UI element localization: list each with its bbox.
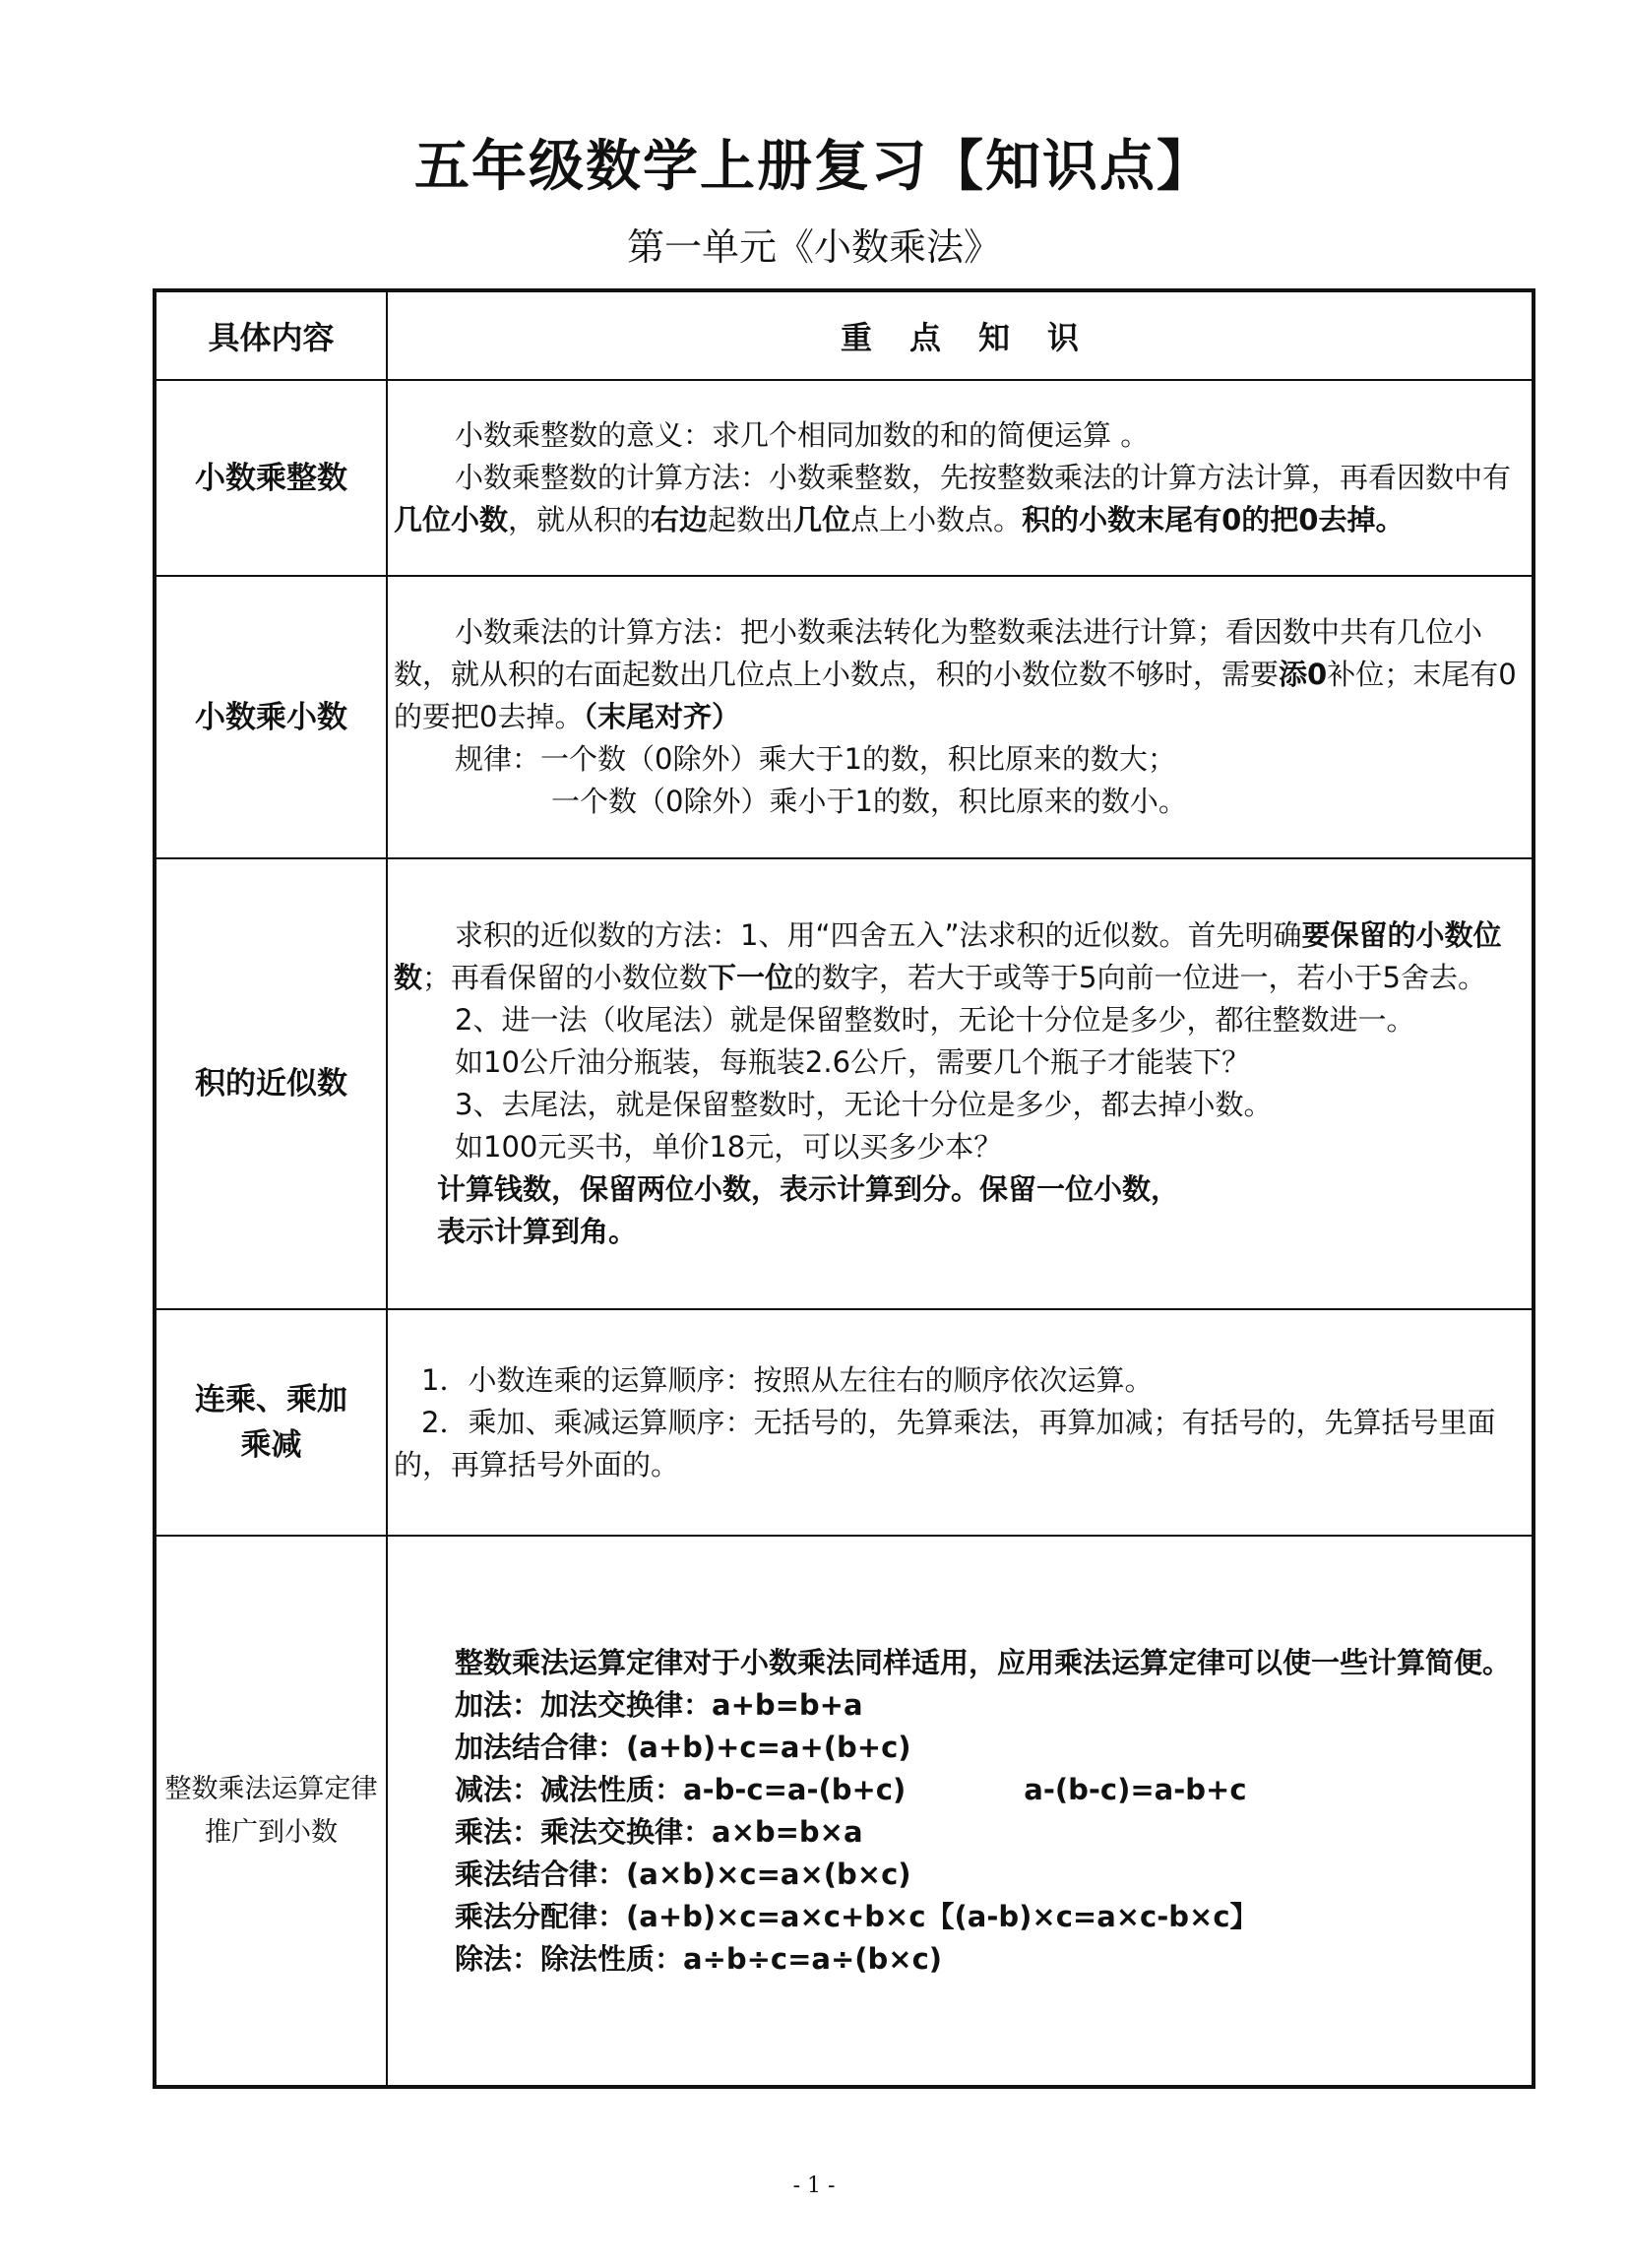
- table-row: [155, 1536, 1534, 2087]
- table-row: [155, 858, 1534, 1309]
- text-line: 小数乘整数的意义：求几个相同加数的和的简便运算 。: [455, 418, 1150, 452]
- row-content: [387, 576, 1534, 858]
- text-line: 求积的近似数的方法：1、用“四舍五入”法求积的近似数。首先明确要保留的小数位数；再看保留的小数位数下一位的数字，若大于或等于5向前一位进一，若小于5舍去。: [394, 918, 1502, 994]
- text-line: 计算钱数，保留两位小数，表示计算到分。保留一位小数，: [437, 1172, 1180, 1206]
- text-line: 除法：除法性质：a÷b÷c=a÷(b×c): [455, 1941, 943, 1976]
- text-line: 如100元买书，单价18元，可以买多少本？: [455, 1130, 1003, 1164]
- text-line: 小数乘整数的计算方法：小数乘整数，先按整数乘法的计算方法计算，再看因数中有几位小数，就从积的右边起数出几位点上小数点。积的小数末尾有0的把0去掉。: [394, 461, 1512, 536]
- row-topic-line: 整数乘法运算定律: [164, 1773, 378, 1804]
- text-line: 如10公斤油分瓶装，每瓶装2.6公斤，需要几个瓶子才能装下？: [455, 1045, 1251, 1079]
- text-line: 1．小数连乘的运算顺序：按照从左往右的顺序依次运算。: [421, 1362, 1154, 1397]
- row-topic: [155, 1309, 387, 1536]
- text-line: 规律：一个数（0除外）乘大于1的数，积比原来的数大；: [455, 742, 1176, 776]
- row-topic-line: 乘减: [240, 1427, 302, 1463]
- page-title: 五年级数学上册复习【知识点】: [414, 134, 1214, 199]
- row-topic-line: 推广到小数: [205, 1816, 338, 1848]
- table-row: [155, 576, 1534, 858]
- text-line: 整数乘法运算定律对于小数乘法同样适用，应用乘法运算定律可以使一些计算简便。: [455, 1645, 1512, 1679]
- text-line: 2、进一法（收尾法）就是保留整数时，无论十分位是多少，都往整数进一。: [455, 1003, 1415, 1037]
- knowledge-table: [153, 288, 1535, 2089]
- text-line: 乘法：乘法交换律：a×b=b×a: [455, 1814, 863, 1849]
- row-topic: 小数乘整数: [155, 380, 387, 576]
- row-content: [387, 380, 1534, 576]
- row-content: [387, 1309, 1534, 1536]
- row-topic: 小数乘小数: [155, 576, 387, 858]
- text-line: 3、去尾法，就是保留整数时，无论十分位是多少，都去掉小数。: [455, 1088, 1273, 1121]
- header-topic: 具体内容: [155, 290, 387, 380]
- text-line: 表示计算到角。: [437, 1215, 638, 1248]
- text-line: 减法：减法性质：a-b-c=a-(b+c) a-(b-c)=a-b+c: [455, 1772, 1247, 1806]
- table-row: [155, 1309, 1534, 1536]
- row-content: [387, 858, 1534, 1309]
- row-topic-line: 连乘、乘加: [195, 1382, 347, 1418]
- text-line: 加法结合律：(a+b)+c=a+(b+c): [455, 1730, 911, 1764]
- unit-title: 第一单元《小数乘法》: [626, 225, 1001, 269]
- text-line: 乘法结合律：(a×b)×c=a×(b×c): [455, 1857, 911, 1891]
- text-line: 小数乘法的计算方法：把小数乘法转化为整数乘法进行计算；看因数中共有几位小数，就从积的右面起数出几位点上小数点，积的小数位数不够时，需要添0补位；末尾有0的要把0去掉。（末尾对齐）: [394, 615, 1517, 733]
- text-line: 一个数（0除外）乘小于1的数，积比原来的数小。: [551, 785, 1187, 818]
- page-number: - 1 -: [792, 2174, 836, 2198]
- text-line: 乘法分配律：(a+b)×c=a×c+b×c【(a-b)×c=a×c-b×c】: [455, 1899, 1259, 1933]
- table-row: [155, 380, 1534, 576]
- row-content: [387, 1536, 1534, 2087]
- text-line: 2．乘加、乘减运算顺序：无括号的，先算乘法，再算加减；有括号的，先算括号里面的，再算括号外面的。: [394, 1405, 1496, 1481]
- table-header-row: [155, 290, 1534, 380]
- row-topic: [155, 1536, 387, 2087]
- text-line: 加法：加法交换律：a+b=b+a: [455, 1687, 863, 1722]
- row-topic: 积的近似数: [155, 858, 387, 1309]
- header-content: 重点知识: [387, 290, 1534, 380]
